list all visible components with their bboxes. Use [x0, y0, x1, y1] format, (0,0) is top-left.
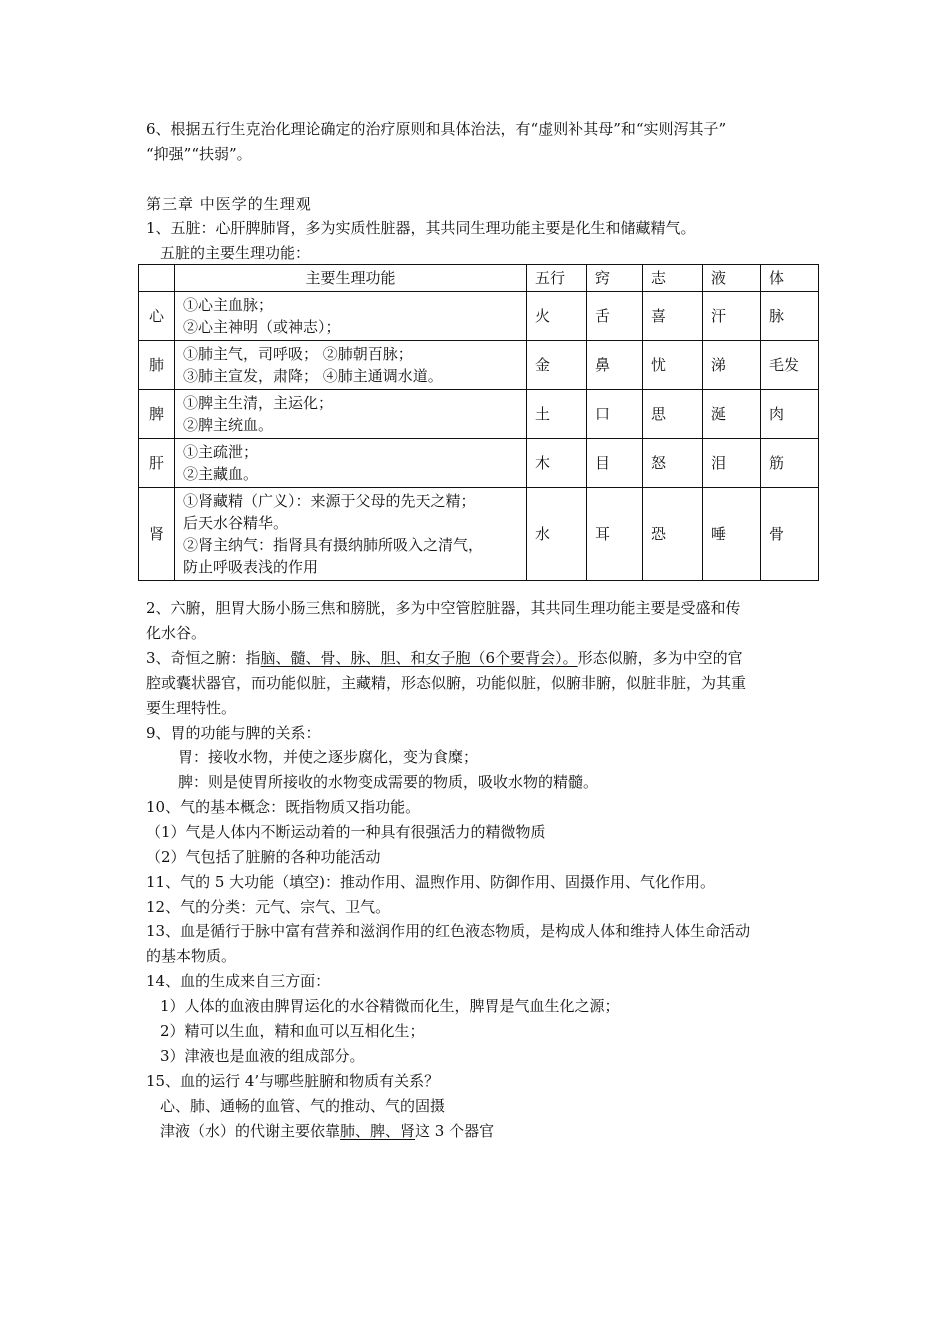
table-row	[139, 292, 819, 341]
table-row	[139, 390, 819, 439]
header-element: 五行	[527, 265, 587, 292]
fluid-cell: 泪	[703, 439, 761, 488]
item-10-title: 10、气的基本概念：既指物质又指功能。	[146, 798, 421, 816]
organ-cell: 脾	[139, 390, 175, 439]
organ-cell: 肺	[139, 341, 175, 390]
item-1: 1、五脏：心肝脾肺肾，多为实质性脏器，其共同生理功能主要是化生和储藏精气。	[146, 219, 696, 237]
functions-cell	[175, 341, 527, 390]
function-line: ③肺主宣发，肃降； ④肺主通调水道。	[183, 367, 443, 385]
header-organ	[139, 265, 175, 292]
functions-cell	[175, 390, 527, 439]
item-3-underlined: 脑、髓、骨、脉、胆、和女子胞（6个要背会）。	[260, 649, 578, 667]
item-10-point-2: （2）气包括了脏腑的各种功能活动	[146, 848, 381, 866]
orifice-cell: 口	[587, 390, 643, 439]
function-line: ②心主神明（或神志）；	[183, 318, 341, 336]
element-cell: 金	[527, 341, 587, 390]
emotion-cell: 恐	[643, 488, 703, 581]
orifice-cell: 舌	[587, 292, 643, 341]
function-line: 防止呼吸表浅的作用	[183, 558, 319, 576]
table-row	[139, 439, 819, 488]
body-cell: 筋	[761, 439, 819, 488]
functions-cell	[175, 488, 527, 581]
item-14-title: 14、血的生成来自三方面：	[146, 972, 331, 990]
function-line: ②脾主统血。	[183, 416, 274, 434]
item-9-spleen: 脾：则是使胃所接收的水物变成需要的物质，吸收水物的精髓。	[178, 773, 599, 791]
orifice-cell: 目	[587, 439, 643, 488]
header-orifice: 窍	[587, 265, 643, 292]
organ-cell: 心	[139, 292, 175, 341]
item-6-line-1: 6、根据五行生克治化理论确定的治疗原则和具体治法，有“虚则补其母”和“实则泻其子”	[146, 120, 727, 138]
organ-cell: 肝	[139, 439, 175, 488]
item-9-title: 9、胃的功能与脾的关系：	[146, 724, 321, 742]
table-header-row	[139, 265, 819, 292]
item-3-line-1	[146, 647, 743, 669]
item-3-suffix: 形态似腑，多为中空的官	[577, 649, 743, 667]
emotion-cell: 喜	[643, 292, 703, 341]
body-cell: 脉	[761, 292, 819, 341]
item-12: 12、气的分类：元气、宗气、卫气。	[146, 898, 391, 916]
item-3-prefix: 3、奇恒之腑：指	[146, 649, 261, 667]
body-cell: 肉	[761, 390, 819, 439]
item-14-point-1: 1）人体的血液由脾胃运化的水谷精微而化生，脾胃是气血生化之源；	[160, 997, 620, 1015]
function-line: ①主疏泄；	[183, 443, 259, 461]
item-3-line-2: 腔或囊状器官，而功能似脏，主藏精，形态似腑，功能似脏，似腑非腑，似脏非脏，为其重	[146, 674, 747, 692]
table-caption: 五脏的主要生理功能：	[160, 244, 311, 262]
emotion-cell: 思	[643, 390, 703, 439]
item-2-line-2: 化水谷。	[146, 624, 207, 642]
item-6-line-2: “抑强”“扶弱”。	[146, 145, 252, 163]
item-10-point-1: （1）气是人体内不断运动着的一种具有很强活力的精微物质	[146, 823, 546, 841]
item-15-fluid-line	[160, 1120, 494, 1142]
item-15-fluid-organs: 肺、脾、肾	[340, 1122, 416, 1140]
header-fluid: 液	[703, 265, 761, 292]
header-functions: 主要生理功能	[175, 265, 527, 292]
element-cell: 土	[527, 390, 587, 439]
function-line: ②主藏血。	[183, 465, 259, 483]
table-row	[139, 488, 819, 581]
element-cell: 火	[527, 292, 587, 341]
header-body: 体	[761, 265, 819, 292]
item-14-point-3: 3）津液也是血液的组成部分。	[160, 1047, 365, 1065]
emotion-cell: 忧	[643, 341, 703, 390]
fluid-cell: 涎	[703, 390, 761, 439]
item-13-line-1: 13、血是循行于脉中富有营养和滋润作用的红色液态物质，是构成人体和维持人体生命活动	[146, 922, 751, 940]
item-15-fluid-prefix: 津液（水）的代谢主要依靠	[160, 1122, 341, 1140]
header-emotion: 志	[643, 265, 703, 292]
function-line: ①脾主生清，主运化；	[183, 394, 334, 412]
item-3-line-3: 要生理特性。	[146, 699, 237, 717]
element-cell: 木	[527, 439, 587, 488]
function-line: ②肾主纳气：指肾具有摄纳肺所吸入之清气，	[183, 536, 484, 554]
function-line: ①肾藏精（广义）：来源于父母的先天之精；	[183, 492, 476, 510]
organ-cell: 肾	[139, 488, 175, 581]
body-cell: 骨	[761, 488, 819, 581]
functions-cell	[175, 439, 527, 488]
emotion-cell: 怒	[643, 439, 703, 488]
item-2-line-1: 2、六腑，胆胃大肠小肠三焦和膀胱，多为中空管腔脏器，其共同生理功能主要是受盛和传	[146, 599, 741, 617]
orifice-cell: 耳	[587, 488, 643, 581]
item-15-fluid-suffix: 这 3 个器官	[415, 1122, 495, 1140]
orifice-cell: 鼻	[587, 341, 643, 390]
functions-cell	[175, 292, 527, 341]
item-14-point-2: 2）精可以生血，精和血可以互相化生；	[160, 1022, 425, 1040]
chapter-title: 第三章 中医学的生理观	[146, 195, 312, 213]
body-cell: 毛发	[761, 341, 819, 390]
item-13-line-2: 的基本物质。	[146, 947, 237, 965]
fluid-cell: 唾	[703, 488, 761, 581]
fluid-cell: 涕	[703, 341, 761, 390]
function-line: ①心主血脉；	[183, 296, 274, 314]
five-organs-table	[138, 264, 819, 581]
function-line: ①肺主气，司呼吸； ②肺朝百脉；	[183, 345, 413, 363]
item-9-stomach: 胃：接收水物，并使之逐步腐化，变为食糜；	[178, 748, 479, 766]
element-cell: 水	[527, 488, 587, 581]
item-15-title: 15、血的运行 4’与哪些脏腑和物质有关系？	[146, 1072, 440, 1090]
item-11: 11、气的 5 大功能（填空)：推动作用、温煦作用、防御作用、固摄作用、气化作用。	[146, 873, 716, 891]
item-15-answer: 心、肺、通畅的血管、气的推动、气的固摄	[160, 1097, 446, 1115]
fluid-cell: 汗	[703, 292, 761, 341]
table-row	[139, 341, 819, 390]
function-line: 后天水谷精华。	[183, 514, 289, 532]
